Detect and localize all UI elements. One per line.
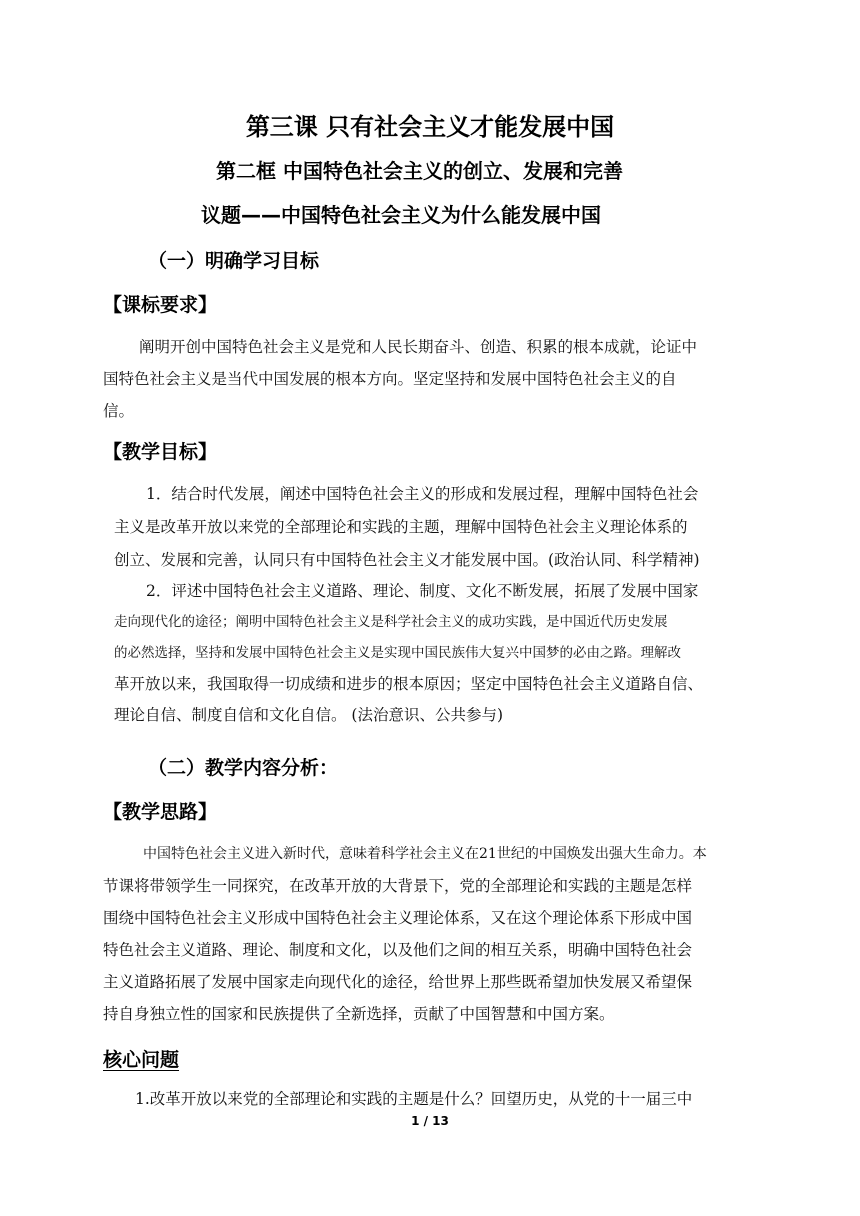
paragraph-line: 2．评述中国特色社会主义道路、理论、制度、文化不断发展，拓展了发展中国家 bbox=[146, 582, 699, 600]
paragraph-line: 中国特色社会主义进入新时代，意味着科学社会主义在21世纪的中国焕发出强大生命力。本 bbox=[143, 846, 707, 862]
standard-heading: 【课标要求】 bbox=[103, 294, 218, 316]
section1-heading: （一）明确学习目标 bbox=[148, 250, 320, 272]
paragraph-line: 走向现代化的途径；阐明中国特色社会主义是科学社会主义的成功实践，是中国近代历史发展 bbox=[114, 614, 668, 630]
paragraph-line: 创立、发展和完善，认同只有中国特色社会主义才能发展中国。(政治认同、科学精神) bbox=[114, 551, 700, 569]
lesson-subtitle: 第二框 中国特色社会主义的创立、发展和完善 bbox=[216, 159, 623, 183]
paragraph-line: 围绕中国特色社会主义形成中国特色社会主义理论体系，又在这个理论体系下形成中国 bbox=[103, 909, 693, 927]
goals-heading: 【教学目标】 bbox=[103, 441, 218, 463]
page-number: 1 / 13 bbox=[411, 1114, 449, 1128]
paragraph-line: 节课将带领学生一同探究，在改革开放的大背景下，党的全部理论和实践的主题是怎样 bbox=[103, 877, 693, 895]
paragraph-line: 革开放以来，我国取得一切成绩和进步的根本原因；坚定中国特色社会主义道路自信、 bbox=[114, 675, 704, 693]
paragraph-line: 阐明开创中国特色社会主义是党和人民长期奋斗、创造、积累的根本成就，论证中 bbox=[139, 338, 698, 356]
paragraph-line: 国特色社会主义是当代中国发展的根本方向。坚定坚持和发展中国特色社会主义的自 bbox=[103, 370, 677, 388]
core-questions-heading: 核心问题 bbox=[103, 1049, 180, 1071]
section2-heading: （二）教学内容分析： bbox=[148, 757, 339, 779]
lesson-topic: 议题——中国特色社会主义为什么能发展中国 bbox=[201, 203, 601, 227]
goal-item-1 bbox=[114, 478, 700, 577]
paragraph-line: 主义是改革开放以来党的全部理论和实践的主题，理解中国特色社会主义理论体系的 bbox=[114, 518, 688, 536]
paragraph-line: 持自身独立性的国家和民族提供了全新选择，贡献了中国智慧和中国方案。 bbox=[103, 1005, 615, 1023]
paragraph-line: 主义道路拓展了发展中国家走向现代化的途径，给世界上那些既希望加快发展又希望保 bbox=[103, 973, 693, 991]
paragraph-line: 理论自信、制度自信和文化自信。 (法治意识、公共参与) bbox=[114, 706, 504, 724]
core-questions-paragraph bbox=[103, 1084, 692, 1114]
paragraph-line: 1.改革开放以来党的全部理论和实践的主题是什么？回望历史，从党的十一届三中 bbox=[135, 1090, 693, 1108]
goal-item-2 bbox=[114, 576, 703, 731]
paragraph-line: 1．结合时代发展，阐述中国特色社会主义的形成和发展过程，理解中国特色社会 bbox=[146, 485, 699, 503]
approach-paragraph bbox=[103, 838, 707, 1030]
paragraph-line: 的必然选择，坚持和发展中国特色社会主义是实现中国民族伟大复兴中国梦的必由之路。理解改 bbox=[114, 645, 681, 661]
approach-heading: 【教学思路】 bbox=[103, 801, 218, 823]
paragraph-line: 特色社会主义道路、理论、制度和文化，以及他们之间的相互关系，明确中国特色社会 bbox=[103, 941, 693, 959]
paragraph-line: 信。 bbox=[103, 402, 135, 420]
lesson-title: 第三课 只有社会主义才能发展中国 bbox=[245, 113, 615, 141]
standard-paragraph bbox=[103, 331, 697, 427]
